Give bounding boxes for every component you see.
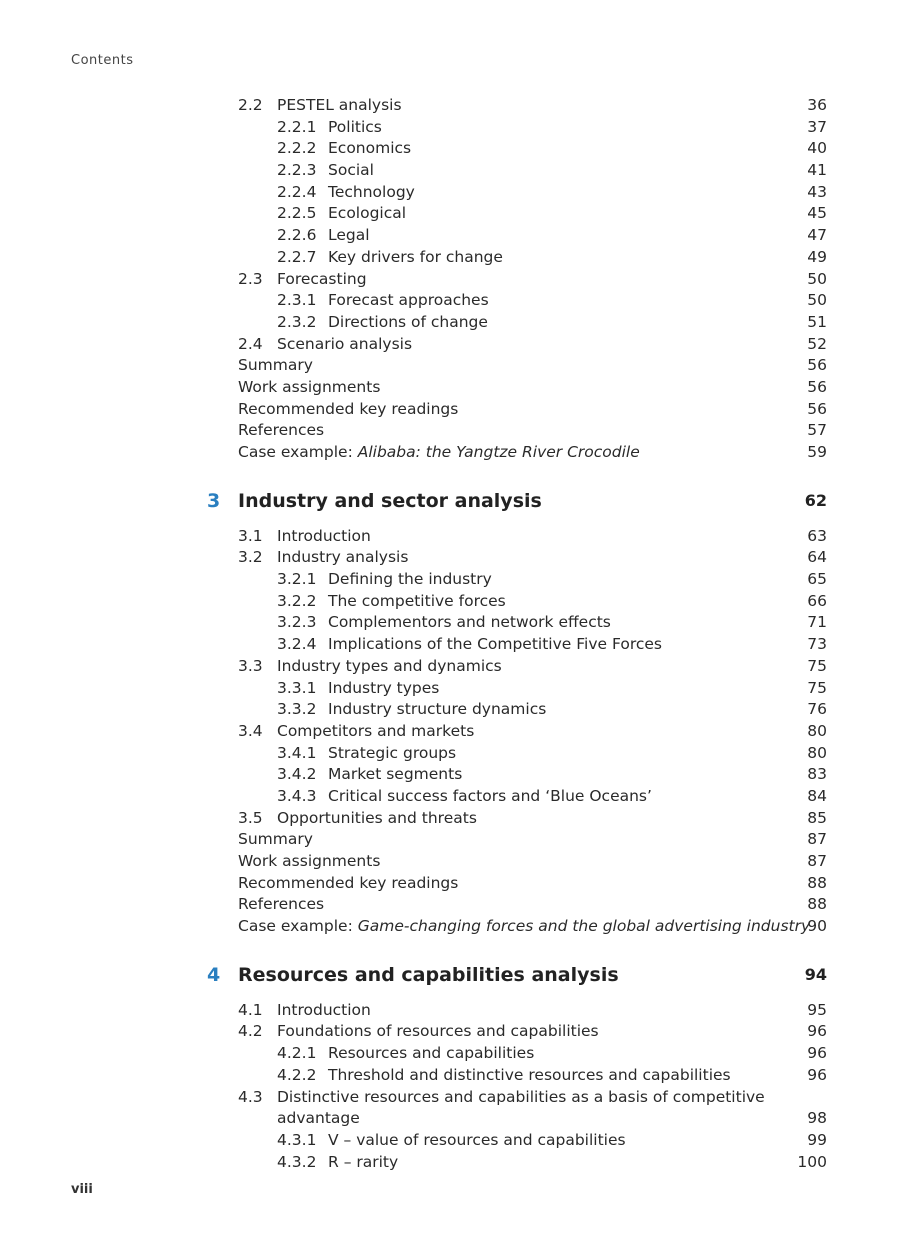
toc-entry-title: Foundations of resources and capabilities (277, 1022, 599, 1041)
toc-entry (0, 656, 922, 678)
toc-entry (0, 786, 922, 808)
toc-entry-title: Industry and sector analysis (238, 489, 542, 512)
toc-entry-page: 65 (807, 570, 827, 589)
toc-entry-page: 73 (807, 635, 827, 654)
toc-entry-page: 50 (807, 291, 827, 310)
toc-entry-number: 3.1 (238, 526, 263, 545)
toc-entry-number: 2.2.1 (277, 117, 317, 136)
toc-entry-page: 100 (797, 1152, 827, 1171)
toc-entry (0, 678, 922, 700)
toc-entry-page: 64 (807, 548, 827, 567)
case-example-prefix: Case example: (238, 917, 358, 936)
toc-entry-title: Recommended key readings (238, 399, 459, 418)
toc-entry-page: 59 (807, 443, 827, 461)
toc-entry (0, 95, 922, 117)
toc-entry-title: V – value of resources and capabilities (328, 1130, 626, 1149)
toc-entry-page: 41 (807, 161, 827, 180)
toc-entry-title: Distinctive resources and capabilities as a basis of competitive (277, 1087, 765, 1106)
toc-entry-number: 3 (207, 489, 221, 512)
toc-entry-number: 2.2.3 (277, 161, 317, 180)
toc-entry (0, 182, 922, 204)
toc-entry-number: 3.3.2 (277, 700, 317, 719)
toc-entry-number: 2.3 (238, 269, 263, 288)
toc-entry (0, 764, 922, 786)
toc-entry-number: 4.2 (238, 1022, 263, 1041)
toc-entry (0, 399, 922, 421)
toc-entry (0, 247, 922, 269)
toc-entry (0, 138, 922, 160)
toc-entry-title: Critical success factors and ‘Blue Oceans’ (328, 786, 652, 805)
toc-entry-title: Summary (238, 356, 313, 375)
toc-entry-title: Introduction (277, 526, 371, 545)
toc-entry (0, 808, 922, 830)
toc-entry (0, 117, 922, 139)
toc-entry-number: 2.2 (238, 96, 263, 114)
toc-entry (0, 225, 922, 247)
toc-entry-page: 36 (807, 96, 827, 114)
toc-entry-title: PESTEL analysis (277, 96, 402, 114)
toc-entry-page: 96 (807, 1022, 827, 1041)
toc-entry-page: 40 (807, 139, 827, 158)
toc-entry-page: 63 (807, 526, 827, 545)
toc-entry (0, 269, 922, 291)
toc-entry-number: 4.3.1 (277, 1130, 317, 1149)
toc-entry (0, 721, 922, 743)
toc-entry (0, 1087, 922, 1109)
toc-entry-number: 3.4 (238, 721, 263, 740)
toc-entry (0, 1152, 922, 1174)
toc-entry-page: 80 (807, 743, 827, 762)
toc-entry-page: 88 (807, 873, 827, 892)
toc-entry-number: 3.4.2 (277, 765, 317, 784)
toc-entry-number: 2.3.2 (277, 312, 317, 331)
toc-entry (0, 1043, 922, 1065)
toc-entry-number: 2.2.5 (277, 204, 317, 223)
toc-entry-title: Work assignments (238, 377, 381, 396)
toc-entry (0, 699, 922, 721)
toc-entry-page: 50 (807, 269, 827, 288)
table-of-contents (0, 95, 922, 1173)
page-number: viii (71, 1182, 93, 1197)
toc-entry-title: R – rarity (328, 1152, 399, 1171)
toc-chapter-heading (0, 960, 922, 990)
toc-entry-title: Social (328, 161, 374, 180)
toc-entry (0, 442, 922, 464)
toc-entry-page: 57 (807, 421, 827, 440)
toc-entry-title: Industry structure dynamics (328, 700, 547, 719)
toc-entry-page: 75 (807, 678, 827, 697)
toc-entry-number: 2.2.2 (277, 139, 317, 158)
toc-entry-title: Scenario analysis (277, 334, 413, 353)
toc-entry-title: Defining the industry (328, 570, 492, 589)
toc-entry-title: Resources and capabilities (328, 1044, 535, 1063)
toc-entry-number: 3.2.2 (277, 591, 317, 610)
toc-entry-page: 71 (807, 613, 827, 632)
toc-entry-number: 3.5 (238, 808, 263, 827)
toc-entry (0, 290, 922, 312)
toc-entry (0, 591, 922, 613)
toc-entry (0, 851, 922, 873)
toc-entry-page: 80 (807, 721, 827, 740)
toc-entry-page: 90 (807, 917, 827, 936)
toc-entry-number: 3.4.3 (277, 786, 317, 805)
toc-entry-page: 52 (807, 334, 827, 353)
toc-entry-number: 2.3.1 (277, 291, 317, 310)
toc-entry (0, 612, 922, 634)
toc-entry-title: Complementors and network effects (328, 613, 611, 632)
case-example-prefix: Case example: (238, 443, 358, 461)
toc-entry (0, 569, 922, 591)
toc-entry-page: 84 (807, 786, 827, 805)
case-example-title: Game-changing forces and the global advertising industry (357, 917, 811, 936)
toc-entry (0, 160, 922, 182)
toc-entry (0, 1130, 922, 1152)
toc-entry (0, 334, 922, 356)
toc-entry (0, 829, 922, 851)
toc-entry-title: advantage (277, 1109, 360, 1128)
toc-entry-number: 4.3.2 (277, 1152, 317, 1171)
toc-entry (0, 1021, 922, 1043)
toc-entry-page: 37 (807, 117, 827, 136)
toc-entry-page: 75 (807, 656, 827, 675)
toc-entry (0, 312, 922, 334)
toc-entry-title (238, 442, 640, 464)
toc-entry-title: References (238, 421, 325, 440)
toc-entry-page: 87 (807, 852, 827, 870)
toc-entry (0, 916, 922, 938)
toc-entry-title: References (238, 895, 325, 914)
toc-entry-title: Resources and capabilities analysis (238, 963, 619, 986)
toc-entry-page: 96 (807, 1065, 827, 1084)
toc-entry-title: Summary (238, 830, 313, 849)
toc-entry-title: Market segments (328, 765, 463, 784)
toc-entry-title: Work assignments (238, 852, 381, 870)
toc-entry-title: Forecast approaches (328, 291, 489, 310)
toc-entry-page: 45 (807, 204, 827, 223)
toc-entry-title: Strategic groups (328, 743, 457, 762)
toc-entry-page: 96 (807, 1044, 827, 1063)
toc-entry-title: Key drivers for change (328, 247, 503, 266)
toc-entry (0, 1108, 922, 1130)
case-example-title: Alibaba: the Yangtze River Crocodile (357, 443, 640, 461)
toc-entry-title: Introduction (277, 1000, 371, 1019)
toc-entry-page: 99 (807, 1130, 827, 1149)
running-head: Contents (71, 53, 134, 68)
toc-entry-title (238, 916, 810, 938)
toc-entry-number: 2.2.4 (277, 182, 317, 201)
toc-entry (0, 377, 922, 399)
toc-entry-title: Economics (328, 139, 412, 158)
toc-entry-number: 4 (207, 963, 221, 986)
toc-entry-page: 56 (807, 356, 827, 375)
toc-entry-title: Implications of the Competitive Five Forces (328, 635, 662, 654)
toc-entry-number: 3.2.1 (277, 570, 317, 589)
toc-entry-page: 47 (807, 226, 827, 245)
toc-entry (0, 743, 922, 765)
toc-entry-title: Industry analysis (277, 548, 409, 567)
toc-entry-page: 85 (807, 808, 827, 827)
toc-entry-page: 88 (807, 895, 827, 914)
toc-entry-title: Politics (328, 117, 382, 136)
toc-entry-number: 4.1 (238, 1000, 263, 1019)
toc-entry-page: 87 (807, 830, 827, 849)
toc-entry-number: 3.3.1 (277, 678, 317, 697)
toc-entry-title: Competitors and markets (277, 721, 475, 740)
toc-entry-title: Technology (328, 182, 415, 201)
toc-entry-number: 3.2.4 (277, 635, 317, 654)
toc-entry-title: Threshold and distinctive resources and capabilities (328, 1065, 731, 1084)
toc-entry (0, 420, 922, 442)
toc-chapter-heading (0, 486, 922, 516)
toc-entry-number: 3.4.1 (277, 743, 317, 762)
toc-entry (0, 873, 922, 895)
toc-entry-number: 2.2.6 (277, 226, 317, 245)
toc-entry (0, 355, 922, 377)
toc-entry-title: Industry types and dynamics (277, 656, 502, 675)
toc-entry-page: 94 (804, 964, 827, 984)
toc-entry-title: Recommended key readings (238, 873, 459, 892)
toc-entry-page: 49 (807, 247, 827, 266)
toc-entry-number: 3.3 (238, 656, 263, 675)
toc-entry-title: Ecological (328, 204, 407, 223)
toc-entry-page: 83 (807, 765, 827, 784)
toc-entry (0, 1000, 922, 1022)
toc-entry-page: 66 (807, 591, 827, 610)
toc-entry-page: 95 (807, 1000, 827, 1019)
toc-entry-title: Industry types (328, 678, 440, 697)
toc-entry-title: Directions of change (328, 312, 488, 331)
toc-entry (0, 203, 922, 225)
toc-entry-number: 4.2.1 (277, 1044, 317, 1063)
toc-entry-page: 51 (807, 312, 827, 331)
toc-entry-title: The competitive forces (328, 591, 506, 610)
toc-entry-page: 56 (807, 377, 827, 396)
toc-entry-number: 3.2.3 (277, 613, 317, 632)
toc-entry-number: 2.4 (238, 334, 263, 353)
toc-entry (0, 894, 922, 916)
toc-entry-page: 56 (807, 399, 827, 418)
toc-entry-title: Legal (328, 226, 370, 245)
toc-entry-page: 62 (804, 490, 827, 510)
toc-entry-number: 4.3 (238, 1087, 263, 1106)
toc-entry (0, 1065, 922, 1087)
toc-entry-page: 98 (807, 1109, 827, 1128)
toc-entry (0, 634, 922, 656)
toc-entry-page: 76 (807, 700, 827, 719)
toc-entry (0, 547, 922, 569)
toc-entry-number: 4.2.2 (277, 1065, 317, 1084)
toc-entry (0, 526, 922, 548)
toc-entry-page: 43 (807, 182, 827, 201)
toc-entry-number: 3.2 (238, 548, 263, 567)
toc-entry-title: Forecasting (277, 269, 367, 288)
toc-entry-title: Opportunities and threats (277, 808, 477, 827)
toc-entry-number: 2.2.7 (277, 247, 317, 266)
